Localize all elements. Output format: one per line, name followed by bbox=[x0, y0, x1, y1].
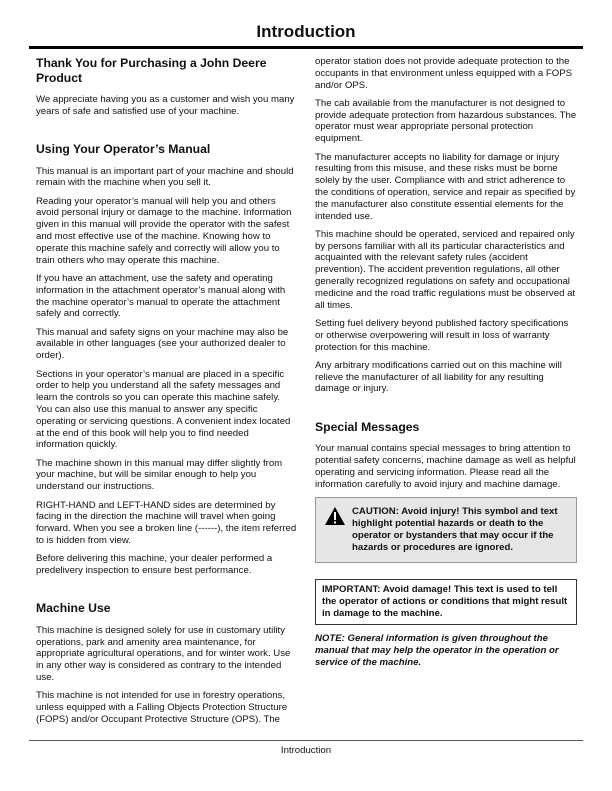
paragraph: The manufacturer accepts no liability for damage or injury resulting from this misuse, and these risks must be borne solely by the user. Compliance with and strict adherence to the conditions of operation, service and repair as specified by the manufacturer also constitute essential elements for the intended use. bbox=[315, 151, 576, 222]
left-column bbox=[36, 56, 298, 732]
operators-manual-heading: Using Your Operator’s Manual bbox=[36, 142, 211, 157]
right-column bbox=[315, 56, 577, 669]
note-text: NOTE: General information is given throughout the manual that may help the operator in the operation or service of the machine. bbox=[315, 632, 559, 668]
paragraph: Sections in your operator’s manual are placed in a specific order to help you understand all the safety messages and learn the controls so you can operate this machine safely. You can also use this manual to answer any specific operating or servicing questions. A convenient index located at the end of this book will help you to find needed information quickly. bbox=[36, 368, 291, 451]
special-messages-heading: Special Messages bbox=[315, 419, 420, 434]
paragraph: Your manual contains special messages to bring attention to potential safety concerns, machine damage as well as helpful operating and servicing information. Please read all the information carefully to avoid injury and machine damage. bbox=[315, 443, 576, 490]
paragraph: This manual and safety signs on your machine may also be available in other languages (see your authorized dealer to order). bbox=[36, 326, 289, 362]
page-title: Introduction bbox=[29, 22, 583, 49]
paragraph: Setting fuel delivery beyond published factory specifications or otherwise overpowering will result in loss of warranty protection for this machine. bbox=[315, 317, 569, 353]
paragraph: operator station does not provide adequate protection to the occupants in that environment unless equipped with a FOPS and/or OPS. bbox=[315, 56, 573, 91]
paragraph: If you have an attachment, use the safety and operating information in the attachment operator’s manual along with the machine operator’s manual to operate the attachment safely and correctly. bbox=[36, 272, 286, 320]
caution-message-box bbox=[315, 497, 577, 563]
machine-use-heading: Machine Use bbox=[36, 601, 111, 616]
important-message-box: IMPORTANT: Avoid damage! This text is used to tell the operator of actions or conditions that might result in damage to the machine. bbox=[315, 579, 577, 625]
paragraph: This machine is not intended for use in forestry operations, unless equipped with a Falling Objects Protection Structure (FOPS) and/or Occupant Protective Structure (OPS). The bbox=[36, 690, 288, 725]
caution-text: CAUTION: Avoid injury! This symbol and text highlight potential hazards or death to the operator or bystanders that may occur if the hazards or procedures are ignored. bbox=[352, 505, 558, 553]
paragraph: This manual is an important part of your machine and should remain with the machine when you sell it. bbox=[36, 165, 294, 189]
paragraph: Before delivering this machine, your dealer performed a predelivery inspection to ensure best performance. bbox=[36, 553, 273, 576]
paragraph: The cab available from the manufacturer is not designed to provide adequate protection from hazardous substances. The operator must wear appropriate personal protection equipment. bbox=[315, 97, 577, 145]
thank-you-paragraph: We appreciate having you as a customer and wish you many years of safe and satisfied use of your machine. bbox=[36, 94, 295, 117]
paragraph: The machine shown in this manual may differ slightly from your machine, but will be similar enough to help you understand our instructions. bbox=[36, 457, 283, 493]
paragraph: This machine should be operated, serviced and repaired only by persons familiar with all its particular characteristics and acquainted with the relevant safety rules (accident prevention). The accident prevention regulations, all other generally recognized regulations on safety and occupational medicine and the road traffic regulations must be observed at all times. bbox=[315, 228, 576, 311]
warning-triangle-icon bbox=[324, 506, 346, 526]
page-footer: Introduction bbox=[280, 745, 332, 756]
paragraph: RIGHT-HAND and LEFT-HAND sides are determined by facing in the direction the machine will travel when going forward. When you see a broken line (------), the item referred to is hidden from view. bbox=[36, 499, 297, 546]
paragraph: This machine is designed solely for use in customary utility operations, park and amenity area maintenance, for appropriate agricultural operations, and for winter work. Use in any other way is considered as contrary to the intended use. bbox=[36, 624, 291, 683]
footer-divider bbox=[29, 740, 583, 741]
paragraph: Reading your operator’s manual will help you and others avoid personal injury or damage to the machine. Information given in this manual will provide the operator with the safest and most effective use of the machine. Knowing how to operate this machine safely and correctly will allow you to train others who may operate this machine. bbox=[36, 195, 292, 266]
paragraph: Any arbitrary modifications carried out on this machine will relieve the manufacturer of all liability for any resulting damage or injury. bbox=[315, 359, 562, 395]
thank-you-heading: Thank You for Purchasing a John Deere Product bbox=[36, 56, 267, 85]
